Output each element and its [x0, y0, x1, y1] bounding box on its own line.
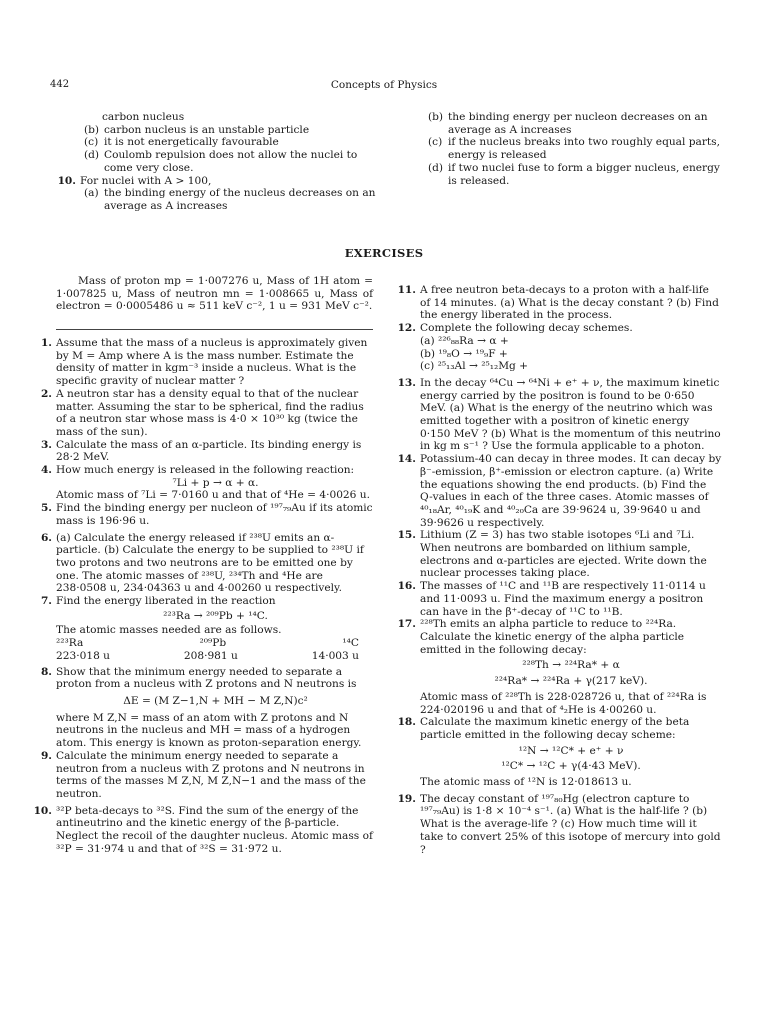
equation: ⁷Li + p → α + α.: [172, 476, 259, 489]
question-17: 17. ²²⁸Th emits an alpha particle to reduce to ²²⁴Ra. Calculate the kinetic energy of the alpha particle emitted in the following decay: ²²⁸Th → ²²⁴Ra* + α ²²⁴Ra* → ²²⁴Ra + γ(217 keV). Atomic mass of ²²⁸Th is 228·028726 u, that of ²²⁴Ra is 224·020196 u and that of ⁴₂He is 4·00260 u.: [396, 618, 722, 716]
question-2: 2. A neutron star has a density equal to that of the nuclear matter. Assuming the star to be spherical, find the radius of a neutron star whose mass is 4·0 × 10³⁰ kg (twice the mass of the sun).: [40, 387, 364, 438]
question-note: Atomic mass of ²²⁸Th is 228·028726 u, that of ²²⁴Ra is 224·020196 u and that of ⁴₂He is 4·00260 u.: [420, 690, 707, 716]
question-19: 19. The decay constant of ¹⁹⁷₈₀Hg (electron capture to ¹⁹⁷₇₉Au) is 1·8 × 10⁻⁴ s⁻¹. (a) What is the half-life ? (b) What is the average-life ? (c) How much time will it take to convert 25% of this isotope of mercury into gold ?: [397, 792, 721, 856]
question-6: 6. (a) Calculate the energy released if ²³⁸U emits an α-particle. (b) Calculate the energy to be supplied to ²³⁸U if two protons and two neutrons are to be emitted one by one. The atomic masses of ²³⁸U, ²³⁴Th and ⁴He are 238·0508 u, 234·04363 u and 4·00260 u respectively.: [40, 531, 364, 595]
mass-table-heads: [56, 637, 375, 650]
question-5: 5. Find the binding energy per nucleon of ¹⁹⁷₇₉Au if its atomic mass is 196·96 u.: [40, 502, 373, 527]
option-d: (d) if two nuclei fuse to form a bigger nucleus, energy is released.: [428, 161, 720, 187]
question-note: The atomic mass of ¹²N is 12·018613 u.: [420, 776, 632, 789]
option-c: (c) if the nucleus breaks into two roughly equal parts, energy is released: [428, 136, 720, 162]
equation: ²²³Ra → ²⁰⁹Pb + ¹⁴C.: [163, 609, 268, 622]
divider-line: [56, 329, 373, 330]
question-12: 12. Complete the following decay schemes. (a) ²²⁶₈₈Ra → α + (b) ¹⁹₈O → ¹⁹₉F + (c) ²⁵₁₃Al → ²⁵₁₂Mg +: [396, 322, 722, 373]
question-13: 13. In the decay ⁶⁴Cu → ⁶⁴Ni + e⁺ + ν, the maximum kinetic energy carried by the positron is found to be 0·650 MeV. (a) What is the energy of the neutrino which was emitted together with a positron of kinetic energy 0·150 MeV ? (b) What is the momentum of this neutrino in kg m s⁻¹ ? Use the formula applicable to a photon.: [397, 376, 721, 453]
table-cell: 14·003 u: [311, 649, 359, 662]
given-data-note: Mass of proton mp = 1·007276 u, Mass of 1H atom = 1·007825 u, Mass of neutron mn = 1·008665 u, Mass of electron = 0·0005486 u ≈ 511 keV c⁻², 1 u = 931 MeV c⁻².: [56, 275, 373, 313]
equation: ²²⁴Ra* → ²²⁴Ra + γ(217 keV).: [494, 675, 648, 688]
option-d: (d) Coulomb repulsion does not allow the nuclei to come very close.: [84, 149, 358, 174]
option-a: (a) the binding energy of the nucleus decreases on an average as A increases: [84, 187, 376, 212]
top-left-block: [56, 111, 376, 213]
section-title: EXERCISES: [344, 246, 424, 260]
question-15: 15. Lithium (Z = 3) has two stable isotopes ⁶Li and ⁷Li. When neutrons are bombarded on lithium sample, electrons and α-particles are ejected. Write down the nuclear processes taking place.: [397, 529, 707, 580]
equation: ¹²N → ¹²C* + e⁺ + ν: [518, 744, 624, 757]
question-note: where M Z,N = mass of an atom with Z protons and N neutrons in the nucleus and MH = mass of a hydrogen atom. This energy is known as proton-separation energy.: [56, 711, 362, 750]
table-head: ²²³Ra: [56, 637, 84, 650]
equation: ΔE = (M Z−1,N + MH − M Z,N)c²: [123, 694, 308, 707]
table-cell: 223·018 u: [56, 649, 110, 662]
continued-option-line: carbon nucleus: [102, 111, 185, 123]
question-7: 7. Find the energy liberated in the reaction ²²³Ra → ²⁰⁹Pb + ¹⁴C. The atomic masses needed are as follows. ²²³Ra ²⁰⁹Pb ¹⁴C 223·018 u 208·981 u 14·003 u: [32, 595, 375, 663]
table-head: ²⁰⁹Pb: [199, 637, 227, 650]
table-head: ¹⁴C: [342, 637, 359, 650]
mass-table-values: [56, 650, 375, 663]
decay-scheme-c: (c) ²⁵₁₃Al → ²⁵₁₂Mg +: [420, 360, 529, 373]
decay-scheme-a: (a) ²²⁶₈₈Ra → α +: [420, 334, 509, 347]
page-number: 442: [50, 79, 70, 90]
left-question-column: [32, 337, 375, 855]
question-14: 14. Potassium-40 can decay in three modes. It can decay by β⁻-emission, β⁺-emission or electron capture. (a) Write the equations showing the end products. (b) Find the Q-values in each of the three cases. Atomic masses of ⁴⁰₁₈Ar, ⁴⁰₁₉K and ⁴⁰₂₀Ca are 39·9624 u, 39·9640 u and 39·9626 u respectively.: [397, 453, 722, 529]
question-8: 8. Show that the minimum energy needed to separate a proton from a nucleus with Z protons and N neutrons is ΔE = (M Z−1,N + MH − M Z,N)c² where M Z,N = mass of an atom with Z protons and N neutrons in the nucleus and MH = mass of a hydrogen atom. This energy is known as proton-separation energy.: [32, 666, 375, 750]
table-cell: 208·981 u: [183, 649, 238, 662]
question-note: The atomic masses needed are as follows.: [56, 624, 282, 637]
question-1: 1. Assume that the mass of a nucleus is approximately given by M = Amp where A is the mass number. Estimate the density of matter in kgm⁻³ inside a nucleus. What is the specific gravity of nuclear matter ?: [40, 337, 368, 388]
question-18: 18. Calculate the maximum kinetic energy of the beta particle emitted in the following decay scheme: ¹²N → ¹²C* + e⁺ + ν ¹²C* → ¹²C + γ(4·43 MeV). The atomic mass of ¹²N is 12·018613 u.: [396, 716, 722, 789]
question-10-mcq: 10. For nuclei with A > 100,: [57, 174, 212, 187]
option-b: (b) the binding energy per nucleon decreases on an average as A increases: [428, 111, 708, 136]
option-c: (c) it is not energetically favourable: [84, 136, 279, 149]
question-16: 16. The masses of ¹¹C and ¹¹B are respectively 11·0114 u and 11·0093 u. Find the maximum energy a positron can have in the β⁺-decay of ¹¹C to ¹¹B.: [397, 580, 706, 618]
option-b: (b) carbon nucleus is an unstable particle: [84, 123, 310, 136]
question-note: Atomic mass of ⁷Li = 7·0160 u and that of ⁴He = 4·0026 u.: [56, 489, 370, 502]
question-11: 11. A free neutron beta-decays to a proton with a half-life of 14 minutes. (a) What is the decay constant ? (b) Find the energy liberated in the process.: [397, 284, 719, 322]
decay-scheme-b: (b) ¹⁹₈O → ¹⁹₉F +: [420, 347, 508, 360]
question-3: 3. Calculate the mass of an α-particle. Its binding energy is 28·2 MeV.: [40, 438, 362, 464]
book-title: Concepts of Physics: [330, 79, 438, 91]
top-right-block: [400, 111, 720, 187]
question-4: 4. How much energy is released in the following reaction: ⁷Li + p → α + α. Atomic mass of ⁷Li = 7·0160 u and that of ⁴He = 4·0026 u.: [32, 464, 375, 502]
equation: ²²⁸Th → ²²⁴Ra* + α: [522, 659, 620, 672]
question-10: 10. ³²P beta-decays to ³²S. Find the sum of the energy of the antineutrino and the kinetic energy of the β-particle. Neglect the recoil of the daughter nucleus. Atomic mass of ³²P = 31·974 u and that of ³²S = 31·972 u.: [33, 804, 373, 855]
right-question-column: [396, 284, 722, 856]
equation: ¹²C* → ¹²C + γ(4·43 MeV).: [501, 760, 641, 773]
page-header: [44, 79, 724, 93]
question-9: 9. Calculate the minimum energy needed to separate a neutron from a nucleus with Z protons and N neutrons in terms of the masses M Z,N, M Z,N−1 and the mass of the neutron.: [40, 749, 366, 800]
